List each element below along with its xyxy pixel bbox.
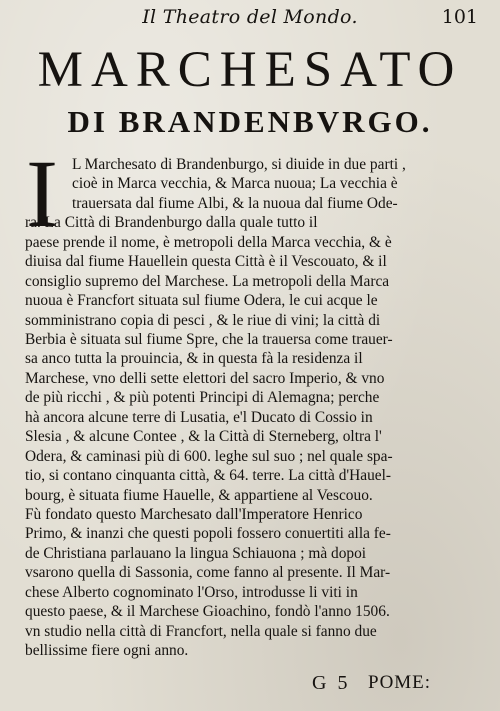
text-line: chese Alberto cognominato l'Orso, introdusse li viti in [25,583,358,601]
chapter-title: MARCHESATO [37,42,463,98]
text-line: L Marchesato di Brandenburgo, si diuide in due parti , [72,156,406,173]
text-line: Odera, & caminasi più di 600. leghe sul suo ; nel quale spa- [25,447,393,465]
chapter-subtitle: DI BRANDENBVRGO. [67,104,433,139]
text-line: hà ancora alcune terre di Lusatia, e'l Ducato di Cossio in [25,408,373,426]
text-line: paese prende il nome, è metropoli della Marca vecchia, & è [25,233,392,251]
page-number: 101 [441,6,478,28]
text-line: nuoua è Francfort situata sul fiume Odera, le cui acque le [25,292,378,310]
text-line: Primo, & inanzi che questi popoli fossero conuertiti alla fe- [25,525,391,543]
text-line: de più ricchi , & più potenti Principi di Alemagna; perche [25,389,380,407]
text-line: vn studio nella città di Francfort, nella quale si fanno due [25,622,377,640]
text-line: bourg, è situata fiume Hauelle, & appartiene al Vescouo. [25,486,373,504]
text-line: Berbia è situata sul fiume Spre, che la trauersa come trauer- [25,331,393,348]
text-line: Fù fondato questo Marchesato dall'Imperatore Henrico [25,505,363,523]
text-line: questo paese, & il Marchese Gioachino, fondò l'anno 1506. [25,603,390,621]
text-line: tio, si contano cinquanta città, & 64. terre. La città d'Hauel- [25,467,392,484]
text-line: somministrano copia di pesci , & le riue di vini; la città di [25,311,381,329]
text-line: cioè in Marca vecchia, & Marca nuoua; La vecchia è [72,175,398,193]
text-line: de Christiana parlauano la lingua Schiauona ; mà dopoi [25,544,367,562]
drop-cap: I [26,140,58,247]
catchword: POME: [368,672,432,693]
signature-mark: G 5 [312,672,351,694]
running-head [0,4,500,30]
text-line: Slesia , & alcune Contee , & la Città di Sterneberg, oltra l' [25,428,382,446]
text-line: ra. La Città di Brandenburgo dalla quale tutto il [25,214,318,232]
text-line: Marchese, vno delli sette elettori del sacro Imperio, & vno [25,369,385,387]
running-title: Il Theatro del Mondo. [142,6,358,28]
text-line: sa anco tutta la prouincia, & in questa fà la residenza il [25,350,363,368]
text-line: trauersata dal fiume Albi, & la nuoua dal fiume Ode- [72,194,398,212]
text-line: bellissime fiere ogni anno. [25,642,189,659]
text-line: consiglio supremo del Marchese. La metropoli della Marca [25,272,390,290]
text-line: diuisa dal fiume Hauellein questa Città è il Vescouato, & il [25,253,387,271]
text-line: vsarono quella di Sassonia, come fanno al presente. Il Mar- [25,564,391,582]
